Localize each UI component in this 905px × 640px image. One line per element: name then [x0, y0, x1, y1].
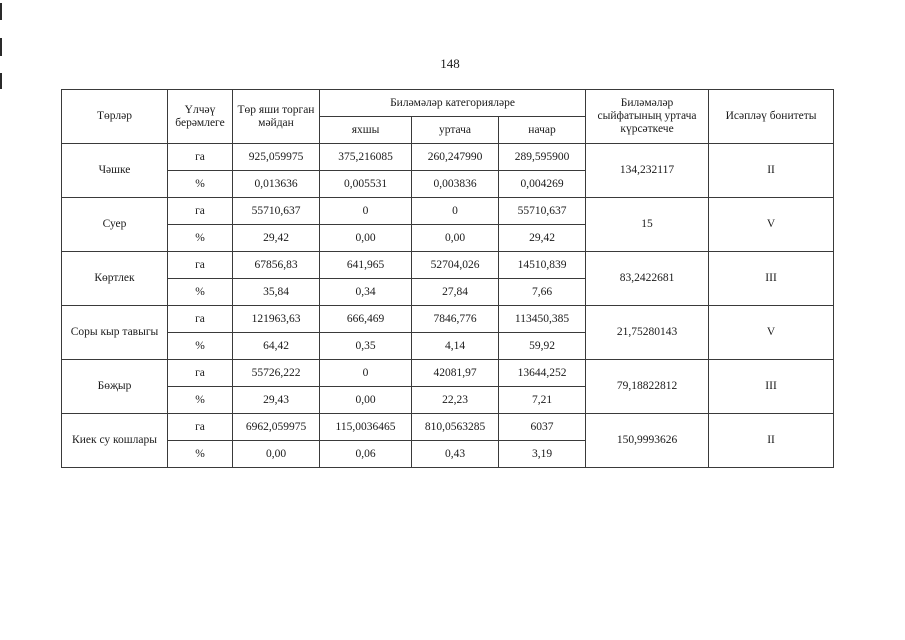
medium-cell: 52704,026 [412, 252, 499, 279]
bonitet-cell: III [709, 360, 834, 414]
good-cell: 0,00 [320, 387, 412, 414]
avg-quality-cell: 150,9993626 [586, 414, 709, 468]
species-name: Бөҗыр [62, 360, 168, 414]
bonitet-cell: II [709, 144, 834, 198]
bonitet-cell: II [709, 414, 834, 468]
medium-cell: 42081,97 [412, 360, 499, 387]
area-cell: 67856,83 [233, 252, 320, 279]
area-cell: 0,00 [233, 441, 320, 468]
bonitet-cell: V [709, 198, 834, 252]
poor-cell: 55710,637 [499, 198, 586, 225]
good-cell: 641,965 [320, 252, 412, 279]
poor-cell: 29,42 [499, 225, 586, 252]
header-category-poor: начар [499, 117, 586, 144]
medium-cell: 810,0563285 [412, 414, 499, 441]
table-row [62, 252, 834, 279]
header-unit: Үлчәү берәмлеге [168, 90, 233, 144]
medium-cell: 0 [412, 198, 499, 225]
area-cell: 29,43 [233, 387, 320, 414]
table-row [62, 198, 834, 225]
unit-cell: га [168, 414, 233, 441]
area-cell: 29,42 [233, 225, 320, 252]
avg-quality-cell: 134,232117 [586, 144, 709, 198]
unit-cell: % [168, 387, 233, 414]
bonitet-cell: III [709, 252, 834, 306]
area-cell: 55726,222 [233, 360, 320, 387]
scan-edge-mark [0, 38, 2, 56]
poor-cell: 289,595900 [499, 144, 586, 171]
area-cell: 925,059975 [233, 144, 320, 171]
medium-cell: 7846,776 [412, 306, 499, 333]
avg-quality-cell: 15 [586, 198, 709, 252]
header-category-good: яхшы [320, 117, 412, 144]
unit-cell: % [168, 441, 233, 468]
area-cell: 64,42 [233, 333, 320, 360]
header-bonitet: Исәпләү бонитеты [709, 90, 834, 144]
medium-cell: 260,247990 [412, 144, 499, 171]
medium-cell: 27,84 [412, 279, 499, 306]
area-cell: 55710,637 [233, 198, 320, 225]
medium-cell: 0,00 [412, 225, 499, 252]
species-name: Соры кыр тавыгы [62, 306, 168, 360]
good-cell: 0,35 [320, 333, 412, 360]
medium-cell: 22,23 [412, 387, 499, 414]
poor-cell: 7,66 [499, 279, 586, 306]
medium-cell: 4,14 [412, 333, 499, 360]
good-cell: 0,06 [320, 441, 412, 468]
poor-cell: 0,004269 [499, 171, 586, 198]
header-row [62, 90, 834, 117]
area-cell: 0,013636 [233, 171, 320, 198]
area-cell: 121963,63 [233, 306, 320, 333]
header-species: Төрләр [62, 90, 168, 144]
species-name: Көртлек [62, 252, 168, 306]
header-avg-quality: Биләмәләр сыйфатының уртача күрсәткече [586, 90, 709, 144]
good-cell: 0 [320, 198, 412, 225]
poor-cell: 7,21 [499, 387, 586, 414]
species-habitat-table [61, 89, 834, 468]
medium-cell: 0,003836 [412, 171, 499, 198]
unit-cell: га [168, 252, 233, 279]
poor-cell: 3,19 [499, 441, 586, 468]
page-number: 148 [440, 56, 460, 71]
area-cell: 6962,059975 [233, 414, 320, 441]
table-row [62, 360, 834, 387]
table-row [62, 306, 834, 333]
table-row [62, 414, 834, 441]
header-area: Төр яши торган мәйдан [233, 90, 320, 144]
good-cell: 0 [320, 360, 412, 387]
unit-cell: га [168, 306, 233, 333]
unit-cell: % [168, 333, 233, 360]
header-category-medium: уртача [412, 117, 499, 144]
species-name: Чәшке [62, 144, 168, 198]
poor-cell: 13644,252 [499, 360, 586, 387]
poor-cell: 59,92 [499, 333, 586, 360]
poor-cell: 113450,385 [499, 306, 586, 333]
unit-cell: % [168, 171, 233, 198]
unit-cell: га [168, 360, 233, 387]
medium-cell: 0,43 [412, 441, 499, 468]
species-name: Киек су кошлары [62, 414, 168, 468]
unit-cell: % [168, 225, 233, 252]
good-cell: 115,0036465 [320, 414, 412, 441]
scan-edge-mark [0, 3, 2, 20]
header-categories-group: Биләмәләр категорияләре [320, 90, 586, 117]
unit-cell: га [168, 198, 233, 225]
area-cell: 35,84 [233, 279, 320, 306]
good-cell: 0,005531 [320, 171, 412, 198]
avg-quality-cell: 79,18822812 [586, 360, 709, 414]
poor-cell: 6037 [499, 414, 586, 441]
bonitet-cell: V [709, 306, 834, 360]
good-cell: 0,34 [320, 279, 412, 306]
avg-quality-cell: 21,75280143 [586, 306, 709, 360]
table-row [62, 144, 834, 171]
good-cell: 666,469 [320, 306, 412, 333]
avg-quality-cell: 83,2422681 [586, 252, 709, 306]
poor-cell: 14510,839 [499, 252, 586, 279]
unit-cell: % [168, 279, 233, 306]
table-body [62, 144, 834, 468]
good-cell: 375,216085 [320, 144, 412, 171]
unit-cell: га [168, 144, 233, 171]
scan-edge-mark [0, 73, 2, 89]
good-cell: 0,00 [320, 225, 412, 252]
species-name: Суер [62, 198, 168, 252]
